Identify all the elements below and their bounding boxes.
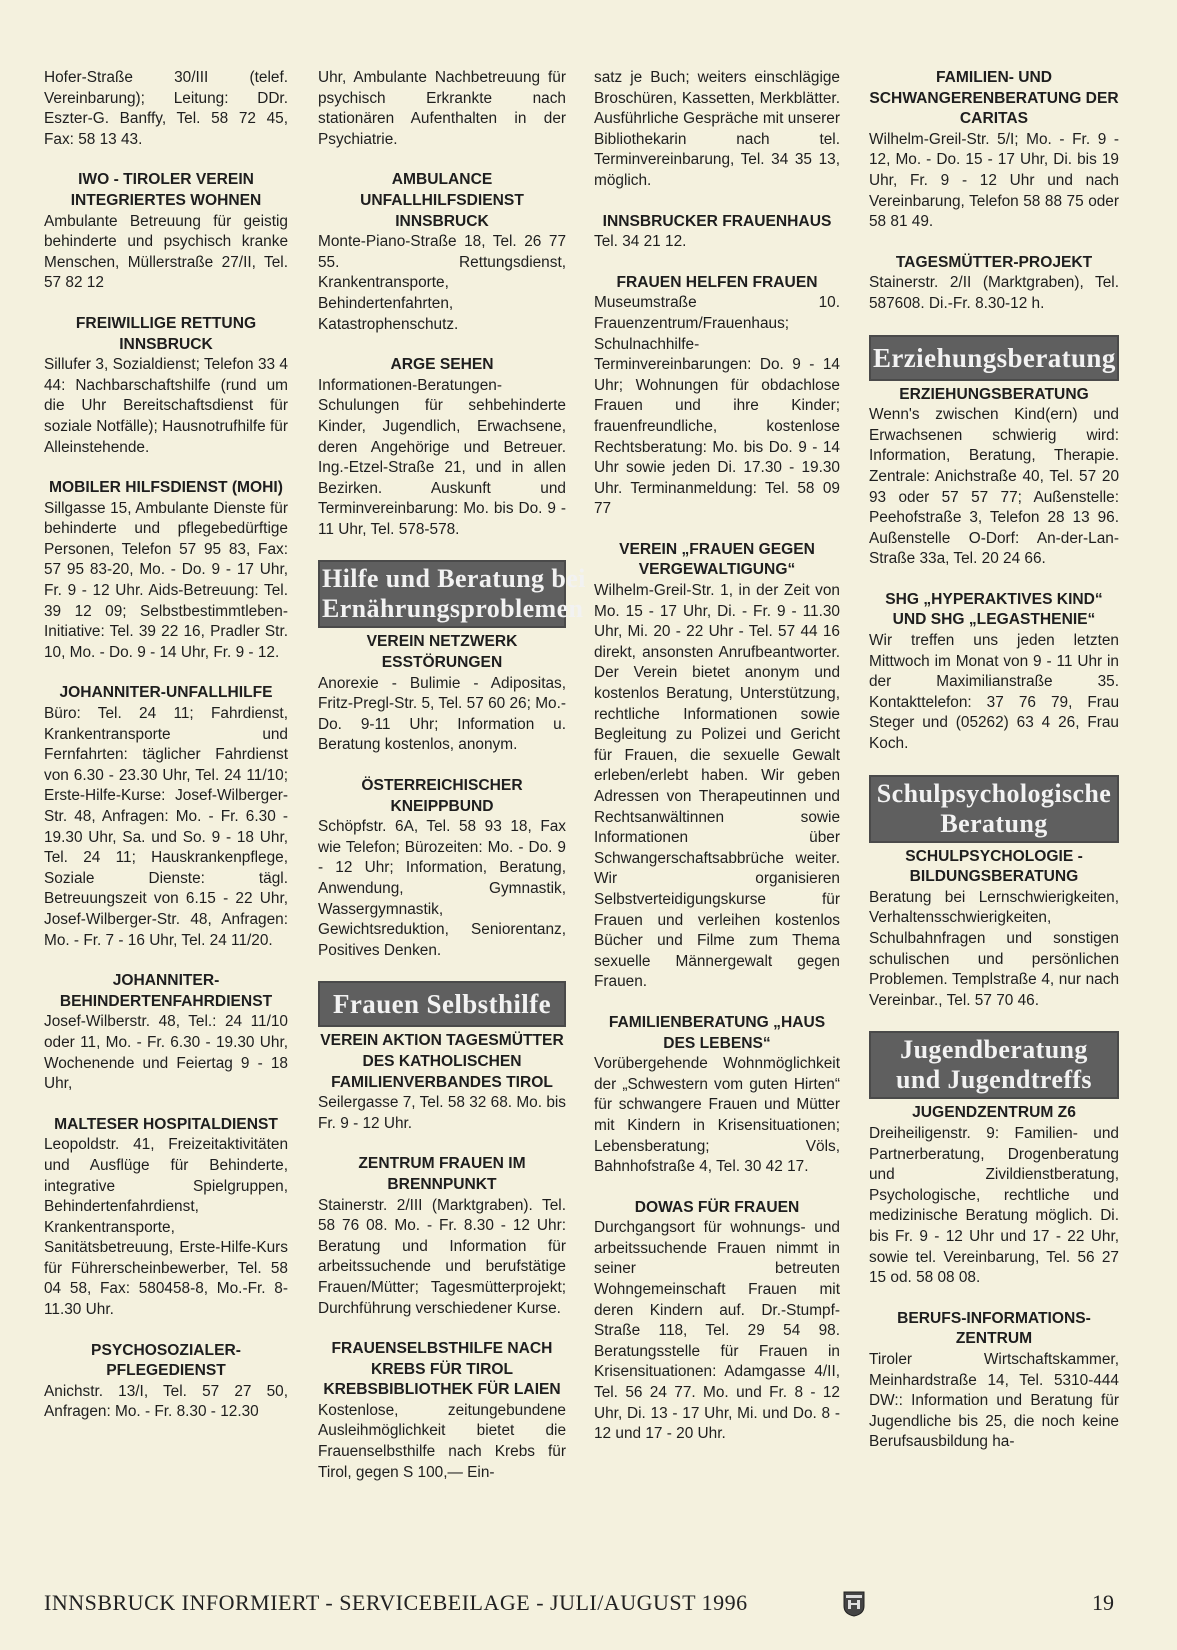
entry-heading: JOHANNITER-BEHINDERTENFAHRDIENST	[59, 972, 273, 1010]
entry-heading: SCHULPSYCHOLOGIE - BILDUNGSBERATUNG	[905, 847, 1083, 886]
entry-text: Tel. 34 21 12.	[594, 233, 687, 251]
entry-text: Kostenlose, zeitungebundene Ausleihmöglichkeit bietet die Frauenselbsthilfe nach Krebs für Tirol, gegen S 100,— Ein-	[318, 1401, 566, 1481]
directory-entry	[44, 683, 288, 951]
section-banner-line: Erziehungsberatung	[873, 342, 1116, 373]
entry-text: Wir treffen uns jeden letzten Mittwoch im Monat von 9 - 11 Uhr in der Maximilianstraße 35. Kontakttelefon: 37 76 79, Frau Steger und (05262) 63 4 26, Frau Koch.	[869, 632, 1119, 753]
entry-heading: SHG „HYPERAKTIVES KIND“ UND SHG „LEGASTHENIE“	[885, 590, 1103, 629]
entry-text: Sillgasse 15, Ambulante Dienste für behinderte und pflegebedürftige Personen, Telefon 57 95 83, Fax: 57 95 83-20, Mo. - Do. 9 - 17 Uhr, Fr. 9 - 12 Uhr. Aids-Betreuung: Tel. 39 12 09; Selbstbestimmtleben-Initiative: Tel. 39 22 16, Pradler Str. 10, Mo. - Do. 9 - 14 Uhr, Fr. 9 - 12.	[44, 499, 288, 661]
directory-entry	[44, 1341, 288, 1423]
entry-text: Monte-Piano-Straße 18, Tel. 26 77 55. Rettungsdienst, Krankentransporte, Behindertenfahrten, Katastrophenschutz.	[318, 233, 566, 333]
directory-entry	[44, 1115, 288, 1321]
directory-entry	[594, 212, 840, 253]
section-banner-line: und Jugendtreffs	[896, 1065, 1092, 1095]
section-banner-line: Jugendberatung	[900, 1035, 1088, 1065]
column-2	[318, 68, 586, 1503]
directory-entry	[318, 1031, 566, 1134]
directory-entry	[318, 632, 566, 756]
directory-entry	[594, 1198, 840, 1445]
section-banner	[869, 335, 1119, 381]
entry-text: Seilergasse 7, Tel. 58 32 68. Mo. bis Fr. 9 - 12 Uhr.	[318, 1094, 566, 1132]
directory-entry	[594, 1013, 840, 1178]
entry-heading: JOHANNITER-UNFALLHILFE	[59, 684, 273, 702]
entry-text: Wenn's zwischen Kind(ern) und Erwachsenen schwierig wird: Information, Beratung, Therapie. Zentrale: Anichstraße 40, Tel. 57 20 93 oder 57 57 77; Außenstelle: Peehofstraße 3, Telefon 28 13 96. Außenstelle O-Dorf: An-der-Lan-Straße 33a, Tel. 20 24 66.	[869, 406, 1119, 568]
entry-heading: ARGE SEHEN	[390, 356, 494, 374]
entry-text: Wilhelm-Greil-Str. 5/I; Mo. - Fr. 9 - 12, Mo. - Do. 15 - 17 Uhr, Di. bis 19 Uhr, Fr. 9 - 12 Uhr und nach Vereinbarung, Telefon 58 88 75 oder 58 81 49.	[869, 130, 1119, 231]
directory-entry	[869, 68, 1119, 233]
section-banner	[318, 981, 566, 1027]
directory-entry	[318, 1154, 566, 1319]
entry-text: Anichstr. 13/I, Tel. 57 27 50, Anfragen: Mo. - Fr. 8.30 - 12.30	[44, 1382, 288, 1421]
entry-text: Dreiheiligenstr. 9: Familien- und Partnerberatung, Drogenberatung und Zivildienstberatung, Psychologische, rechtliche und medizinische Beratung möglich. Di. bis Fr. 9 - 12 Uhr und 17 - 22 Uhr, sowie tel. Vereinbarung, Tel. 56 27 15 od. 58 08 08.	[869, 1124, 1119, 1287]
section-banner-line: Beratung	[940, 808, 1048, 838]
section-banner	[318, 560, 586, 628]
directory-entry	[318, 68, 566, 150]
entry-text: Durchgangsort für wohnungs- und arbeitssuchende Frauen nimmt in seiner betreuten Wohngemeinschaft Frauen mit deren Kindern auf. Dr.-Stumpf-Straße 118, Tel. 29 54 98. Beratungsstelle für Frauen in Krisensituationen: Adamgasse 4/II, Tel. 56 24 77. Mo. und Fr. 8 - 12 Uhr, Di. 13 - 17 Uhr, Mi. und Do. 8 - 12 und 17 - 20 Uhr.	[594, 1219, 840, 1443]
directory-entry	[869, 385, 1119, 570]
innsbruck-coat-of-arms-icon	[843, 1591, 865, 1617]
entry-text: Stainerstr. 2/III (Marktgraben). Tel. 58 76 08. Mo. - Fr. 8.30 - 12 Uhr: Beratung und Information für arbeitssuchende und berufstätige Frauen/Mütter; Tagesmütterprojekt; Durchführung verschiedener Kurse.	[318, 1196, 566, 1317]
directory-entry	[318, 355, 566, 540]
entry-heading: FAMILIENBERATUNG „HAUS DES LEBENS“	[608, 1013, 826, 1052]
directory-entry	[869, 1309, 1119, 1453]
directory-entry	[869, 590, 1119, 755]
entry-heading: ÖSTERREICHISCHER KNEIPPBUND	[361, 777, 523, 815]
directory-entry	[44, 478, 288, 663]
section-banner	[869, 775, 1119, 843]
section-banner-line: Schulpsychologische	[876, 778, 1112, 808]
directory-entry	[869, 847, 1119, 1012]
directory-entry	[594, 68, 840, 192]
entry-heading: MALTESER HOSPITALDIENST	[54, 1115, 278, 1133]
entry-text: Josef-Wilberstr. 48, Tel.: 24 11/10 oder 11, Mo. - Fr. 6.30 - 19.30 Uhr, Wochenende und Feiertag 9 - 18 Uhr,	[44, 1013, 288, 1093]
entry-text: Beratung bei Lernschwierigkeiten, Verhaltensschwierigkeiten, Schulbahnfragen und sonstigen schulischen und persönlichen Problemen. Templstraße 4, nur nach Vereinbar., Tel. 57 70 46.	[869, 888, 1119, 1009]
directory-entry	[318, 170, 566, 335]
entry-heading: VEREIN AKTION TAGESMÜTTER DES KATHOLISCHEN FAMILIENVERBANDES TIROL	[320, 1032, 564, 1091]
entry-heading: BERUFS-INFORMATIONS-ZENTRUM	[897, 1309, 1091, 1348]
entry-heading: TAGESMÜTTER-PROJEKT	[895, 253, 1093, 271]
entry-text: Museumstraße 10. Frauenzentrum/Frauenhaus; Schulnachhilfe-Terminvereinbarungen: Do. 9 - 14 Uhr; Wohnungen für obdachlose Frauen und ihre Kinder; frauenfreundliche, kostenlose Rechtsberatung: Mo. bis Do. 9 - 14 Uhr sowie jeden Di. 17.30 - 19.30 Uhr. Terminanmeldung: Tel. 58 09 77	[594, 294, 840, 518]
entry-text: Informationen-Beratungen-Schulungen für sehbehinderte Kinder, Jugendlich, Erwachsene, deren Angehörige und Betreuer. Ing.-Etzel-Straße 21, und in allen Bezirken. Auskunft und Terminvereinbarung: Mo. bis Do. 9 - 11 Uhr, Tel. 578-578.	[318, 376, 566, 538]
entry-heading: JUGENDZENTRUM Z6	[912, 1104, 1076, 1122]
column-3	[594, 68, 840, 1465]
entry-heading: ZENTRUM FRAUEN IM BRENNPUNKT	[358, 1155, 526, 1193]
directory-entry	[44, 314, 288, 458]
section-banner	[869, 1031, 1119, 1099]
entry-heading: FRAUENSELBSTHILFE NACH KREBS FÜR TIROL KREBSBIBLIOTHEK FÜR LAIEN	[323, 1340, 561, 1399]
entry-heading: AMBULANCE UNFALLHILFSDIENST INNSBRUCK	[360, 171, 524, 230]
entry-heading: INNSBRUCKER FRAUENHAUS	[602, 212, 832, 230]
column-4	[869, 68, 1119, 1473]
entry-text: Sillufer 3, Sozialdienst; Telefon 33 4 44: Nachbarschaftshilfe (rund um die Uhr Bereitschaftsdienst für soziale Notfälle); Hausnotrufhilfe für Alleinstehende.	[44, 356, 288, 456]
entry-heading: FRAUEN HELFEN FRAUEN	[616, 273, 818, 291]
entry-heading: DOWAS FÜR FRAUEN	[634, 1198, 800, 1216]
entry-text: Büro: Tel. 24 11; Fahrdienst, Krankentransporte und Fernfahrten: täglicher Fahrdienst von 6.30 - 23.30 Uhr, Tel. 24 11/10; Erste-Hilfe-Kurse: Josef-Wilberger-Str. 48, Anfragen: Mo. - Fr. 6.30 - 19.30 Uhr, Sa. und So. 9 - 18 Uhr, Tel. 24 11; Hauskrankenpflege, Soziale Dienste: tägl. Betreuungszeit von 6.15 - 22 Uhr, Josef-Wilberger-Str. 48, Anfragen: Mo. - Fr. 7 - 16 Uhr, Tel. 24 11/20.	[44, 705, 288, 949]
entry-text: Hofer-Straße 30/III (telef. Vereinbarung); Leitung: DDr. Eszter-G. Banffy, Tel. 58 72 45, Fax: 58 13 43.	[44, 69, 288, 148]
directory-entry	[44, 170, 288, 294]
entry-heading: PSYCHOSOZIALER-PFLEGEDIENST	[91, 1341, 241, 1380]
directory-entry	[318, 776, 566, 961]
entry-text: Schöpfstr. 6A, Tel. 58 93 18, Fax wie Telefon; Bürozeiten: Mo. - Do. 9 - 12 Uhr; Information, Beratung, Anwendung, Gymnastik, Wassergymnastik, Gewichtsreduktion, Seniorentanz, Positives Denken.	[318, 818, 566, 959]
page-number: 19	[1092, 1590, 1114, 1615]
directory-entry	[594, 540, 840, 993]
entry-text: Uhr, Ambulante Nachbetreuung für psychisch Erkrankte nach stationären Aufenthalten in der Psychiatrie.	[318, 69, 566, 148]
directory-entry	[869, 1103, 1119, 1288]
entry-heading: ERZIEHUNGSBERATUNG	[899, 385, 1089, 403]
section-banner-line: Frauen Selbsthilfe	[333, 989, 551, 1020]
entry-heading: VEREIN NETZWERK ESSTÖRUNGEN	[366, 633, 518, 672]
directory-entry	[44, 971, 288, 1095]
entry-text: Ambulante Betreuung für geistig behinderte und psychisch kranke Menschen, Müllerstraße 27/II, Tel. 57 82 12	[44, 212, 288, 292]
directory-entry	[44, 68, 288, 150]
entry-heading: FAMILIEN- UND SCHWANGERENBERATUNG DER CARITAS	[869, 69, 1119, 128]
section-banner-line: Hilfe und Beratung bei	[322, 564, 586, 594]
column-1	[44, 68, 288, 1443]
entry-text: Stainerstr. 2/II (Marktgraben), Tel. 587608. Di.-Fr. 8.30-12 h.	[869, 274, 1119, 312]
entry-heading: MOBILER HILFSDIENST (MOHI)	[49, 479, 283, 497]
section-banner-line: Ernährungsproblemen	[322, 594, 584, 624]
entry-heading: FREIWILLIGE RETTUNG INNSBRUCK	[75, 314, 257, 353]
entry-text: satz je Buch; weiters einschlägige Broschüren, Kassetten, Merkblätter. Ausführliche Gespräche mit unserer Bibliothekarin nach tel. Terminvereinbarung, Tel. 34 35 13, möglich.	[594, 69, 840, 189]
entry-text: Anorexie - Bulimie - Adipositas, Fritz-Pregl-Str. 5, Tel. 57 60 26; Mo.-Do. 9-11 Uhr; Information u. Beratung kostenlos, anonym.	[318, 674, 566, 754]
directory-entry	[869, 253, 1119, 315]
directory-entry	[318, 1339, 566, 1483]
entry-heading: IWO - TIROLER VEREIN INTEGRIERTES WOHNEN	[70, 171, 262, 209]
directory-entry	[594, 273, 840, 520]
footer-title: INNSBRUCK INFORMIERT - SERVICEBEILAGE - JULI/AUGUST 1996	[44, 1590, 748, 1615]
entry-heading: VEREIN „FRAUEN GEGEN VERGEWALTIGUNG“	[619, 540, 815, 579]
entry-text: Vorübergehende Wohnmöglichkeit der „Schwestern vom guten Hirten“ für schwangere Frauen und Mütter mit Kindern in Krisensituationen; Lebensberatung; Völs, Bahnhofstraße 4, Tel. 30 42 17.	[594, 1055, 840, 1176]
entry-text: Wilhelm-Greil-Str. 1, in der Zeit von Mo. 15 - 17 Uhr, Di. - Fr. 9 - 11.30 Uhr, Mi. 20 - 22 Uhr - Tel. 57 44 16 direkt, ansonsten Anrufbeantworter. Der Verein bietet anonym und kostenlos Beratung, Unterstützung, rechtliche Informationen sowie Begleitung zu Polizei und Gericht für Frauen, die sexuelle Gewalt erleben/erlebt haben. Wir geben Adressen von Therapeutinnen und Rechtsanwältinnen sowie Informationen über Schwangerschaftsabbrüche weiter. Wir organisieren Selbstverteidigungskurse für Frauen und verleihen kostenlos Bücher und Filme zum Thema sexuelle Männergewalt gegen Frauen.	[594, 582, 840, 991]
entry-text: Tiroler Wirtschaftskammer, Meinhardstraße 14, Tel. 5310-444 DW:: Information und Beratung für Jugendliche bis 25, die noch keine Berufsausbildung ha-	[869, 1350, 1119, 1451]
entry-text: Leopoldstr. 41, Freizeitaktivitäten und Ausflüge für Behinderte, integrative Spielgruppen, Behindertenfahrdienst, Krankentransporte, Sanitätsbetreuung, Erste-Hilfe-Kurs für Führerscheinbewerber, Tel. 58 04 58, Fax: 580458-8, Mo.-Fr. 8-11.30 Uhr.	[44, 1136, 288, 1319]
